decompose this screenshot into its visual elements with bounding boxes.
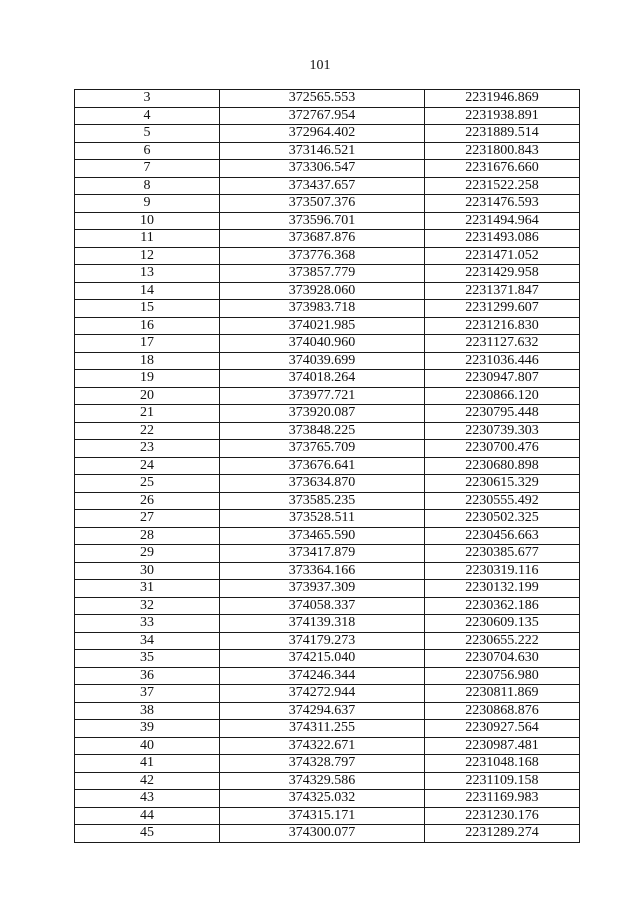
y-coordinate-cell: 2231889.514 (425, 125, 580, 143)
point-number-cell: 3 (75, 90, 220, 108)
y-coordinate-cell: 2231946.869 (425, 90, 580, 108)
table-row (75, 667, 580, 685)
point-number-cell: 31 (75, 580, 220, 598)
point-number-cell: 14 (75, 282, 220, 300)
y-coordinate-cell: 2230987.481 (425, 737, 580, 755)
table-row (75, 125, 580, 143)
y-coordinate-cell: 2230947.807 (425, 370, 580, 388)
point-number-cell: 15 (75, 300, 220, 318)
point-number-cell: 34 (75, 632, 220, 650)
point-number-cell: 33 (75, 615, 220, 633)
point-number-cell: 42 (75, 772, 220, 790)
x-coordinate-cell: 374058.337 (220, 597, 425, 615)
x-coordinate-cell: 373676.641 (220, 457, 425, 475)
point-number-cell: 36 (75, 667, 220, 685)
x-coordinate-cell: 373983.718 (220, 300, 425, 318)
y-coordinate-cell: 2230795.448 (425, 405, 580, 423)
coordinates-table-body (75, 90, 580, 843)
x-coordinate-cell: 373437.657 (220, 177, 425, 195)
table-row (75, 230, 580, 248)
x-coordinate-cell: 374139.318 (220, 615, 425, 633)
x-coordinate-cell: 373585.235 (220, 492, 425, 510)
point-number-cell: 22 (75, 422, 220, 440)
table-row (75, 370, 580, 388)
table-row (75, 282, 580, 300)
y-coordinate-cell: 2231289.274 (425, 825, 580, 843)
y-coordinate-cell: 2230132.199 (425, 580, 580, 598)
point-number-cell: 25 (75, 475, 220, 493)
coordinates-table (74, 89, 580, 843)
x-coordinate-cell: 374315.171 (220, 807, 425, 825)
table-row (75, 597, 580, 615)
y-coordinate-cell: 2230456.663 (425, 527, 580, 545)
y-coordinate-cell: 2230927.564 (425, 720, 580, 738)
x-coordinate-cell: 373417.879 (220, 545, 425, 563)
x-coordinate-cell: 374040.960 (220, 335, 425, 353)
y-coordinate-cell: 2231169.983 (425, 790, 580, 808)
table-row (75, 265, 580, 283)
point-number-cell: 19 (75, 370, 220, 388)
table-row (75, 475, 580, 493)
x-coordinate-cell: 373765.709 (220, 440, 425, 458)
table-row (75, 142, 580, 160)
y-coordinate-cell: 2230362.186 (425, 597, 580, 615)
x-coordinate-cell: 374328.797 (220, 755, 425, 773)
x-coordinate-cell: 372964.402 (220, 125, 425, 143)
x-coordinate-cell: 373146.521 (220, 142, 425, 160)
y-coordinate-cell: 2230319.116 (425, 562, 580, 580)
point-number-cell: 9 (75, 195, 220, 213)
table-row (75, 650, 580, 668)
point-number-cell: 35 (75, 650, 220, 668)
x-coordinate-cell: 373776.368 (220, 247, 425, 265)
y-coordinate-cell: 2231371.847 (425, 282, 580, 300)
point-number-cell: 23 (75, 440, 220, 458)
x-coordinate-cell: 372767.954 (220, 107, 425, 125)
point-number-cell: 8 (75, 177, 220, 195)
y-coordinate-cell: 2230868.876 (425, 702, 580, 720)
x-coordinate-cell: 373687.876 (220, 230, 425, 248)
point-number-cell: 30 (75, 562, 220, 580)
y-coordinate-cell: 2231494.964 (425, 212, 580, 230)
y-coordinate-cell: 2231230.176 (425, 807, 580, 825)
y-coordinate-cell: 2230704.630 (425, 650, 580, 668)
x-coordinate-cell: 374311.255 (220, 720, 425, 738)
y-coordinate-cell: 2231299.607 (425, 300, 580, 318)
y-coordinate-cell: 2231036.446 (425, 352, 580, 370)
point-number-cell: 10 (75, 212, 220, 230)
y-coordinate-cell: 2230756.980 (425, 667, 580, 685)
point-number-cell: 16 (75, 317, 220, 335)
point-number-cell: 20 (75, 387, 220, 405)
x-coordinate-cell: 373465.590 (220, 527, 425, 545)
point-number-cell: 18 (75, 352, 220, 370)
table-row (75, 352, 580, 370)
table-row (75, 422, 580, 440)
x-coordinate-cell: 373977.721 (220, 387, 425, 405)
table-row (75, 160, 580, 178)
table-row (75, 737, 580, 755)
x-coordinate-cell: 374322.671 (220, 737, 425, 755)
y-coordinate-cell: 2230811.869 (425, 685, 580, 703)
x-coordinate-cell: 373528.511 (220, 510, 425, 528)
coordinates-table-container (74, 89, 579, 843)
table-row (75, 632, 580, 650)
point-number-cell: 28 (75, 527, 220, 545)
point-number-cell: 24 (75, 457, 220, 475)
y-coordinate-cell: 2231476.593 (425, 195, 580, 213)
point-number-cell: 38 (75, 702, 220, 720)
table-row (75, 615, 580, 633)
table-row (75, 457, 580, 475)
point-number-cell: 37 (75, 685, 220, 703)
y-coordinate-cell: 2230655.222 (425, 632, 580, 650)
point-number-cell: 12 (75, 247, 220, 265)
x-coordinate-cell: 374039.699 (220, 352, 425, 370)
table-row (75, 772, 580, 790)
x-coordinate-cell: 374018.264 (220, 370, 425, 388)
table-row (75, 580, 580, 598)
point-number-cell: 11 (75, 230, 220, 248)
table-row (75, 317, 580, 335)
point-number-cell: 39 (75, 720, 220, 738)
page-number: 101 (309, 58, 331, 73)
x-coordinate-cell: 373857.779 (220, 265, 425, 283)
table-row (75, 177, 580, 195)
y-coordinate-cell: 2231429.958 (425, 265, 580, 283)
table-row (75, 755, 580, 773)
x-coordinate-cell: 374021.985 (220, 317, 425, 335)
table-row (75, 195, 580, 213)
point-number-cell: 43 (75, 790, 220, 808)
x-coordinate-cell: 373848.225 (220, 422, 425, 440)
y-coordinate-cell: 2230609.135 (425, 615, 580, 633)
table-row (75, 720, 580, 738)
point-number-cell: 17 (75, 335, 220, 353)
point-number-cell: 21 (75, 405, 220, 423)
y-coordinate-cell: 2231471.052 (425, 247, 580, 265)
point-number-cell: 29 (75, 545, 220, 563)
point-number-cell: 4 (75, 107, 220, 125)
point-number-cell: 13 (75, 265, 220, 283)
y-coordinate-cell: 2231109.158 (425, 772, 580, 790)
table-row (75, 790, 580, 808)
x-coordinate-cell: 374294.637 (220, 702, 425, 720)
y-coordinate-cell: 2231800.843 (425, 142, 580, 160)
x-coordinate-cell: 373928.060 (220, 282, 425, 300)
x-coordinate-cell: 374300.077 (220, 825, 425, 843)
table-row (75, 90, 580, 108)
point-number-cell: 7 (75, 160, 220, 178)
table-row (75, 107, 580, 125)
x-coordinate-cell: 374325.032 (220, 790, 425, 808)
y-coordinate-cell: 2230680.898 (425, 457, 580, 475)
table-row (75, 247, 580, 265)
table-row (75, 562, 580, 580)
x-coordinate-cell: 372565.553 (220, 90, 425, 108)
y-coordinate-cell: 2230700.476 (425, 440, 580, 458)
point-number-cell: 44 (75, 807, 220, 825)
point-number-cell: 45 (75, 825, 220, 843)
y-coordinate-cell: 2230555.492 (425, 492, 580, 510)
x-coordinate-cell: 374179.273 (220, 632, 425, 650)
y-coordinate-cell: 2230739.303 (425, 422, 580, 440)
x-coordinate-cell: 373937.309 (220, 580, 425, 598)
x-coordinate-cell: 374246.344 (220, 667, 425, 685)
x-coordinate-cell: 374272.944 (220, 685, 425, 703)
y-coordinate-cell: 2231676.660 (425, 160, 580, 178)
x-coordinate-cell: 374215.040 (220, 650, 425, 668)
x-coordinate-cell: 373634.870 (220, 475, 425, 493)
x-coordinate-cell: 374329.586 (220, 772, 425, 790)
point-number-cell: 41 (75, 755, 220, 773)
table-row (75, 492, 580, 510)
x-coordinate-cell: 373596.701 (220, 212, 425, 230)
table-row (75, 300, 580, 318)
y-coordinate-cell: 2231493.086 (425, 230, 580, 248)
table-row (75, 405, 580, 423)
y-coordinate-cell: 2231938.891 (425, 107, 580, 125)
table-row (75, 335, 580, 353)
table-row (75, 702, 580, 720)
point-number-cell: 32 (75, 597, 220, 615)
y-coordinate-cell: 2231216.830 (425, 317, 580, 335)
table-row (75, 545, 580, 563)
y-coordinate-cell: 2231522.258 (425, 177, 580, 195)
table-row (75, 212, 580, 230)
y-coordinate-cell: 2230385.677 (425, 545, 580, 563)
table-row (75, 387, 580, 405)
x-coordinate-cell: 373306.547 (220, 160, 425, 178)
table-row (75, 825, 580, 843)
y-coordinate-cell: 2231127.632 (425, 335, 580, 353)
x-coordinate-cell: 373920.087 (220, 405, 425, 423)
y-coordinate-cell: 2230615.329 (425, 475, 580, 493)
point-number-cell: 5 (75, 125, 220, 143)
table-row (75, 440, 580, 458)
point-number-cell: 40 (75, 737, 220, 755)
point-number-cell: 26 (75, 492, 220, 510)
table-row (75, 685, 580, 703)
point-number-cell: 27 (75, 510, 220, 528)
y-coordinate-cell: 2230866.120 (425, 387, 580, 405)
y-coordinate-cell: 2230502.325 (425, 510, 580, 528)
table-row (75, 527, 580, 545)
x-coordinate-cell: 373364.166 (220, 562, 425, 580)
y-coordinate-cell: 2231048.168 (425, 755, 580, 773)
table-row (75, 807, 580, 825)
point-number-cell: 6 (75, 142, 220, 160)
table-row (75, 510, 580, 528)
x-coordinate-cell: 373507.376 (220, 195, 425, 213)
